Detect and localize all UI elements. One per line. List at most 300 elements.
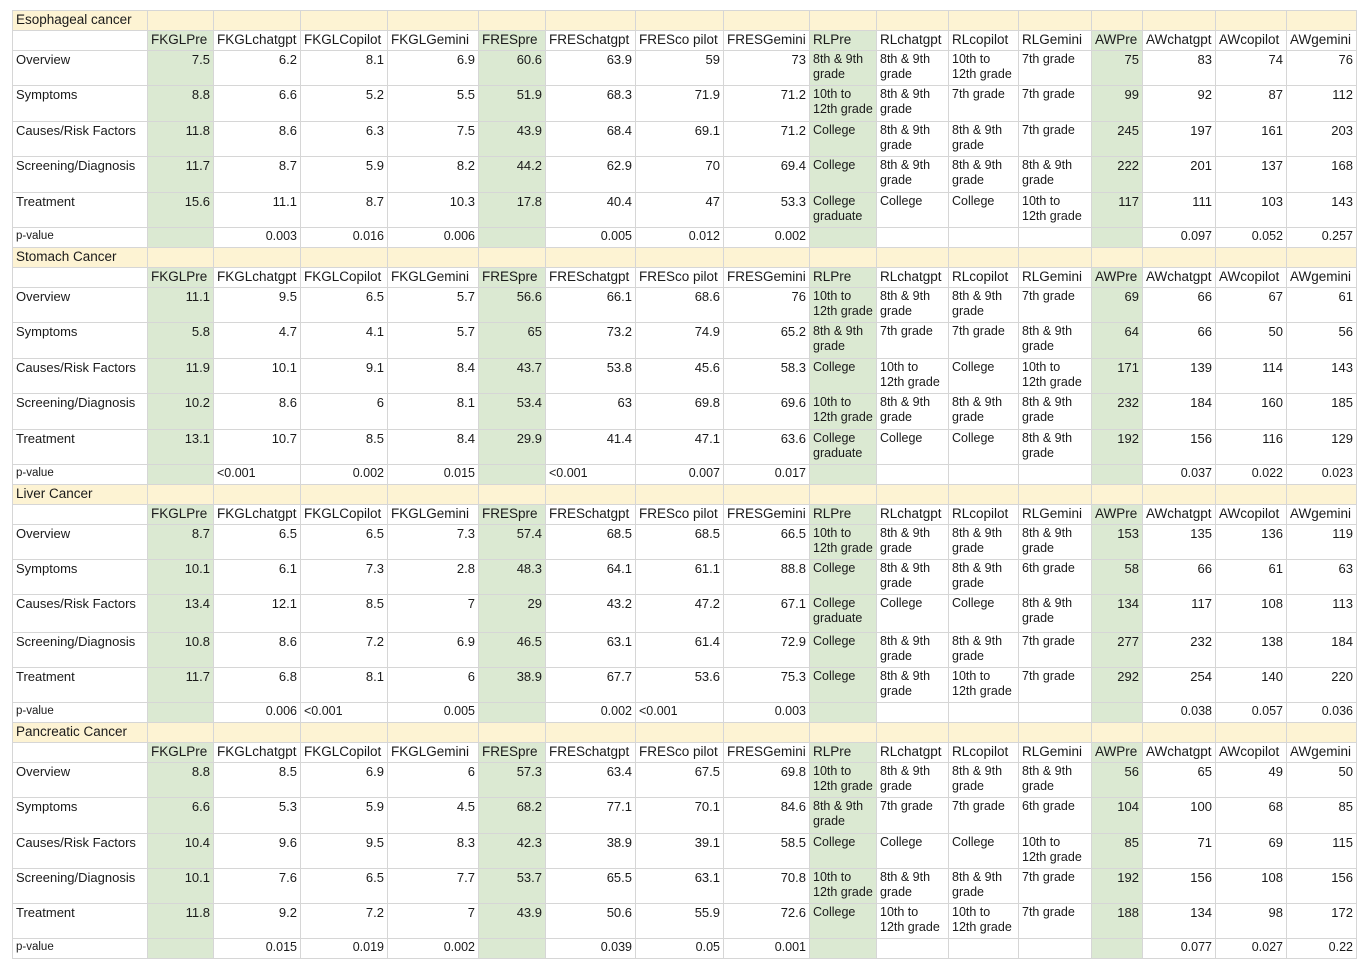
data-cell[interactable]: 53.7 <box>479 869 546 904</box>
section-title[interactable]: Esophageal cancer <box>13 11 148 31</box>
column-header[interactable]: AWchatgpt <box>1143 31 1216 51</box>
empty-cell[interactable] <box>546 723 636 743</box>
pvalue-cell[interactable] <box>1019 228 1092 248</box>
column-header[interactable]: FKGLchatgpt <box>214 505 301 525</box>
data-cell[interactable]: 8th & 9th grade <box>877 394 949 430</box>
pvalue-cell[interactable]: 0.022 <box>1216 465 1287 485</box>
data-cell[interactable]: 43.9 <box>479 122 546 157</box>
data-cell[interactable]: 45.6 <box>636 359 724 394</box>
empty-cell[interactable] <box>546 11 636 31</box>
data-cell[interactable]: 104 <box>1092 798 1143 834</box>
data-cell[interactable]: 11.8 <box>148 122 214 157</box>
empty-cell[interactable] <box>1092 485 1143 505</box>
pvalue-cell[interactable]: 0.002 <box>388 939 479 959</box>
data-cell[interactable]: 46.5 <box>479 633 546 668</box>
data-cell[interactable]: 8.3 <box>388 834 479 869</box>
column-header[interactable]: FRESchatgpt <box>546 743 636 763</box>
data-cell[interactable]: 67 <box>1216 288 1287 323</box>
data-cell[interactable]: 66.1 <box>546 288 636 323</box>
data-cell[interactable]: 115 <box>1287 834 1357 869</box>
data-cell[interactable]: 10.7 <box>214 430 301 465</box>
data-cell[interactable]: 69.1 <box>636 122 724 157</box>
data-cell[interactable]: 138 <box>1216 633 1287 668</box>
data-cell[interactable]: 10th to 12th grade <box>1019 834 1092 869</box>
column-header[interactable]: RLPre <box>810 268 877 288</box>
column-header[interactable]: RLGemini <box>1019 31 1092 51</box>
data-cell[interactable]: 85 <box>1287 798 1357 834</box>
data-cell[interactable]: 117 <box>1143 595 1216 633</box>
data-cell[interactable]: 112 <box>1287 86 1357 122</box>
data-cell[interactable]: College <box>810 834 877 869</box>
data-cell[interactable]: 8th & 9th grade <box>877 157 949 193</box>
column-header[interactable]: FKGLCopilot <box>301 743 388 763</box>
pvalue-cell[interactable] <box>1019 465 1092 485</box>
empty-cell[interactable] <box>214 11 301 31</box>
column-header[interactable]: RLGemini <box>1019 268 1092 288</box>
column-header[interactable]: FRESchatgpt <box>546 505 636 525</box>
data-cell[interactable]: 10th to 12th grade <box>877 359 949 394</box>
empty-cell[interactable] <box>949 248 1019 268</box>
column-header[interactable]: AWcopilot <box>1216 505 1287 525</box>
data-cell[interactable]: 15.6 <box>148 193 214 228</box>
column-header[interactable]: AWPre <box>1092 743 1143 763</box>
column-header[interactable]: FRESGemini <box>724 31 810 51</box>
row-label[interactable]: Screening/Diagnosis <box>13 869 148 904</box>
data-cell[interactable]: 73.2 <box>546 323 636 359</box>
empty-cell[interactable] <box>877 248 949 268</box>
data-cell[interactable]: 66 <box>1143 323 1216 359</box>
pvalue-cell[interactable]: 0.015 <box>214 939 301 959</box>
row-label[interactable]: Treatment <box>13 904 148 939</box>
pvalue-cell[interactable] <box>949 465 1019 485</box>
data-cell[interactable]: 8th & 9th grade <box>949 122 1019 157</box>
data-cell[interactable]: 53.4 <box>479 394 546 430</box>
empty-cell[interactable] <box>13 743 148 763</box>
data-cell[interactable]: 64 <box>1092 323 1143 359</box>
empty-cell[interactable] <box>877 11 949 31</box>
column-header[interactable]: FRESGemini <box>724 268 810 288</box>
data-cell[interactable]: 117 <box>1092 193 1143 228</box>
pvalue-cell[interactable] <box>148 703 214 723</box>
data-cell[interactable]: 156 <box>1143 430 1216 465</box>
empty-cell[interactable] <box>214 485 301 505</box>
pvalue-cell[interactable]: 0.005 <box>546 228 636 248</box>
data-cell[interactable]: 10th to 12th grade <box>1019 193 1092 228</box>
data-cell[interactable]: 10th to 12th grade <box>810 86 877 122</box>
column-header[interactable]: AWPre <box>1092 505 1143 525</box>
data-cell[interactable]: 42.3 <box>479 834 546 869</box>
data-cell[interactable]: 8.7 <box>148 525 214 560</box>
pvalue-cell[interactable] <box>1019 939 1092 959</box>
empty-cell[interactable] <box>877 723 949 743</box>
data-cell[interactable]: 8th & 9th grade <box>949 560 1019 595</box>
data-cell[interactable]: 277 <box>1092 633 1143 668</box>
section-title[interactable]: Stomach Cancer <box>13 248 148 268</box>
data-cell[interactable]: 56 <box>1287 323 1357 359</box>
data-cell[interactable]: 69.4 <box>724 157 810 193</box>
column-header[interactable]: FRESpre <box>479 505 546 525</box>
empty-cell[interactable] <box>1092 723 1143 743</box>
empty-cell[interactable] <box>479 11 546 31</box>
row-label[interactable]: Screening/Diagnosis <box>13 633 148 668</box>
row-label[interactable]: Treatment <box>13 193 148 228</box>
data-cell[interactable]: 7.6 <box>214 869 301 904</box>
data-cell[interactable]: 8.5 <box>214 763 301 798</box>
empty-cell[interactable] <box>949 11 1019 31</box>
data-cell[interactable]: 6.6 <box>214 86 301 122</box>
data-cell[interactable]: 77.1 <box>546 798 636 834</box>
data-cell[interactable]: 68.6 <box>636 288 724 323</box>
empty-cell[interactable] <box>724 723 810 743</box>
data-cell[interactable]: 67.5 <box>636 763 724 798</box>
column-header[interactable]: FRESchatgpt <box>546 268 636 288</box>
data-cell[interactable]: 129 <box>1287 430 1357 465</box>
empty-cell[interactable] <box>724 248 810 268</box>
data-cell[interactable]: 6.6 <box>148 798 214 834</box>
data-cell[interactable]: 119 <box>1287 525 1357 560</box>
data-cell[interactable]: College <box>810 668 877 703</box>
data-cell[interactable]: 69.6 <box>724 394 810 430</box>
data-cell[interactable]: 156 <box>1143 869 1216 904</box>
empty-cell[interactable] <box>479 485 546 505</box>
data-cell[interactable]: 8th & 9th grade <box>810 323 877 359</box>
pvalue-cell[interactable] <box>148 228 214 248</box>
pvalue-cell[interactable]: 0.036 <box>1287 703 1357 723</box>
row-label[interactable]: Treatment <box>13 668 148 703</box>
data-cell[interactable]: 8th & 9th grade <box>877 288 949 323</box>
pvalue-cell[interactable] <box>877 465 949 485</box>
data-cell[interactable]: 41.4 <box>546 430 636 465</box>
data-cell[interactable]: 9.1 <box>301 359 388 394</box>
pvalue-cell[interactable] <box>479 465 546 485</box>
data-cell[interactable]: 8.1 <box>301 668 388 703</box>
empty-cell[interactable] <box>1216 11 1287 31</box>
pvalue-cell[interactable] <box>810 465 877 485</box>
pvalue-cell[interactable]: 0.002 <box>724 228 810 248</box>
data-cell[interactable]: 245 <box>1092 122 1143 157</box>
data-cell[interactable]: 8th & 9th grade <box>810 798 877 834</box>
data-cell[interactable]: 103 <box>1216 193 1287 228</box>
data-cell[interactable]: 63.9 <box>546 51 636 86</box>
column-header[interactable]: FRESchatgpt <box>546 31 636 51</box>
empty-cell[interactable] <box>1287 11 1357 31</box>
column-header[interactable]: FKGLGemini <box>388 743 479 763</box>
data-cell[interactable]: 10th to 12th grade <box>877 904 949 939</box>
data-cell[interactable]: College graduate <box>810 430 877 465</box>
data-cell[interactable]: 139 <box>1143 359 1216 394</box>
section-title[interactable]: Liver Cancer <box>13 485 148 505</box>
data-cell[interactable]: 7th grade <box>877 798 949 834</box>
data-cell[interactable]: 6 <box>388 668 479 703</box>
data-cell[interactable]: 7th grade <box>1019 633 1092 668</box>
data-cell[interactable]: 99 <box>1092 86 1143 122</box>
data-cell[interactable]: 7.5 <box>148 51 214 86</box>
empty-cell[interactable] <box>13 505 148 525</box>
column-header[interactable]: RLPre <box>810 31 877 51</box>
data-cell[interactable]: 111 <box>1143 193 1216 228</box>
data-cell[interactable]: 50 <box>1287 763 1357 798</box>
empty-cell[interactable] <box>724 485 810 505</box>
data-cell[interactable]: 58.5 <box>724 834 810 869</box>
data-cell[interactable]: 9.5 <box>214 288 301 323</box>
data-cell[interactable]: 9.2 <box>214 904 301 939</box>
column-header[interactable]: FRESpre <box>479 31 546 51</box>
empty-cell[interactable] <box>1216 485 1287 505</box>
data-cell[interactable]: 74 <box>1216 51 1287 86</box>
row-label[interactable]: Causes/Risk Factors <box>13 359 148 394</box>
data-cell[interactable]: 53.8 <box>546 359 636 394</box>
empty-cell[interactable] <box>949 723 1019 743</box>
data-cell[interactable]: 10th to 12th grade <box>1019 359 1092 394</box>
data-cell[interactable]: 61 <box>1216 560 1287 595</box>
data-cell[interactable]: 13.4 <box>148 595 214 633</box>
empty-cell[interactable] <box>810 485 877 505</box>
column-header[interactable]: AWgemini <box>1287 31 1357 51</box>
data-cell[interactable]: 6.5 <box>301 869 388 904</box>
empty-cell[interactable] <box>388 11 479 31</box>
data-cell[interactable]: 100 <box>1143 798 1216 834</box>
data-cell[interactable]: 8th & 9th grade <box>949 525 1019 560</box>
data-cell[interactable]: 6.2 <box>214 51 301 86</box>
data-cell[interactable]: 92 <box>1143 86 1216 122</box>
data-cell[interactable]: 8.4 <box>388 430 479 465</box>
pvalue-cell[interactable]: 0.017 <box>724 465 810 485</box>
section-title[interactable]: Pancreatic Cancer <box>13 723 148 743</box>
column-header[interactable]: AWcopilot <box>1216 743 1287 763</box>
column-header[interactable]: AWcopilot <box>1216 31 1287 51</box>
data-cell[interactable]: 116 <box>1216 430 1287 465</box>
data-cell[interactable]: 192 <box>1092 869 1143 904</box>
empty-cell[interactable] <box>1216 723 1287 743</box>
column-header[interactable]: RLchatgpt <box>877 31 949 51</box>
row-label[interactable]: Treatment <box>13 430 148 465</box>
pvalue-label[interactable]: p-value <box>13 465 148 485</box>
pvalue-cell[interactable]: 0.019 <box>301 939 388 959</box>
data-cell[interactable]: 69 <box>1092 288 1143 323</box>
data-cell[interactable]: 5.7 <box>388 323 479 359</box>
data-cell[interactable]: 11.7 <box>148 157 214 193</box>
data-cell[interactable]: 76 <box>1287 51 1357 86</box>
data-cell[interactable]: 11.7 <box>148 668 214 703</box>
data-cell[interactable]: 8th & 9th grade <box>877 525 949 560</box>
data-cell[interactable]: 10th to 12th grade <box>949 668 1019 703</box>
data-cell[interactable]: 7.2 <box>301 904 388 939</box>
data-cell[interactable]: 6 <box>388 763 479 798</box>
data-cell[interactable]: 292 <box>1092 668 1143 703</box>
data-cell[interactable]: 8th & 9th grade <box>1019 595 1092 633</box>
empty-cell[interactable] <box>724 11 810 31</box>
data-cell[interactable]: 7th grade <box>1019 668 1092 703</box>
pvalue-cell[interactable] <box>949 228 1019 248</box>
data-cell[interactable]: 11.1 <box>214 193 301 228</box>
data-cell[interactable]: 7th grade <box>949 86 1019 122</box>
data-cell[interactable]: 63.4 <box>546 763 636 798</box>
column-header[interactable]: RLcopilot <box>949 743 1019 763</box>
empty-cell[interactable] <box>301 723 388 743</box>
data-cell[interactable]: 10th to 12th grade <box>810 288 877 323</box>
pvalue-cell[interactable]: 0.039 <box>546 939 636 959</box>
pvalue-cell[interactable]: 0.006 <box>214 703 301 723</box>
data-cell[interactable]: 65 <box>1143 763 1216 798</box>
data-cell[interactable]: 10.1 <box>148 869 214 904</box>
data-cell[interactable]: 57.4 <box>479 525 546 560</box>
column-header[interactable]: FRESpre <box>479 268 546 288</box>
pvalue-cell[interactable]: 0.023 <box>1287 465 1357 485</box>
data-cell[interactable]: 70 <box>636 157 724 193</box>
column-header[interactable]: RLchatgpt <box>877 268 949 288</box>
data-cell[interactable]: 68.5 <box>636 525 724 560</box>
pvalue-cell[interactable]: 0.005 <box>388 703 479 723</box>
data-cell[interactable]: 8.5 <box>301 595 388 633</box>
pvalue-cell[interactable]: 0.05 <box>636 939 724 959</box>
data-cell[interactable]: 63.1 <box>636 869 724 904</box>
data-cell[interactable]: 143 <box>1287 359 1357 394</box>
data-cell[interactable]: 49 <box>1216 763 1287 798</box>
data-cell[interactable]: 63 <box>546 394 636 430</box>
data-cell[interactable]: 17.8 <box>479 193 546 228</box>
data-cell[interactable]: 50.6 <box>546 904 636 939</box>
data-cell[interactable]: 7th grade <box>949 798 1019 834</box>
data-cell[interactable]: 7th grade <box>1019 904 1092 939</box>
data-cell[interactable]: 8.7 <box>301 193 388 228</box>
pvalue-cell[interactable]: 0.077 <box>1143 939 1216 959</box>
data-cell[interactable]: 232 <box>1092 394 1143 430</box>
empty-cell[interactable] <box>1019 723 1092 743</box>
data-cell[interactable]: 10th to 12th grade <box>810 394 877 430</box>
data-cell[interactable]: 8.8 <box>148 86 214 122</box>
pvalue-cell[interactable] <box>148 465 214 485</box>
data-cell[interactable]: 172 <box>1287 904 1357 939</box>
data-cell[interactable]: 11.1 <box>148 288 214 323</box>
data-cell[interactable]: 8th & 9th grade <box>877 86 949 122</box>
empty-cell[interactable] <box>877 485 949 505</box>
data-cell[interactable]: 43.7 <box>479 359 546 394</box>
data-cell[interactable]: 7th grade <box>1019 122 1092 157</box>
data-cell[interactable]: 134 <box>1092 595 1143 633</box>
column-header[interactable]: AWgemini <box>1287 268 1357 288</box>
data-cell[interactable]: 53.6 <box>636 668 724 703</box>
column-header[interactable]: RLcopilot <box>949 268 1019 288</box>
data-cell[interactable]: 160 <box>1216 394 1287 430</box>
data-cell[interactable]: 68.3 <box>546 86 636 122</box>
data-cell[interactable]: 8.4 <box>388 359 479 394</box>
row-label[interactable]: Overview <box>13 51 148 86</box>
data-cell[interactable]: 8th & 9th grade <box>949 763 1019 798</box>
column-header[interactable]: FKGLchatgpt <box>214 743 301 763</box>
pvalue-cell[interactable]: 0.015 <box>388 465 479 485</box>
data-cell[interactable]: 153 <box>1092 525 1143 560</box>
data-cell[interactable]: 40.4 <box>546 193 636 228</box>
data-cell[interactable]: 48.3 <box>479 560 546 595</box>
pvalue-cell[interactable] <box>479 939 546 959</box>
data-cell[interactable]: 7.5 <box>388 122 479 157</box>
column-header[interactable]: FRESco pilot <box>636 743 724 763</box>
data-cell[interactable]: 201 <box>1143 157 1216 193</box>
empty-cell[interactable] <box>1143 11 1216 31</box>
data-cell[interactable]: 232 <box>1143 633 1216 668</box>
data-cell[interactable]: 6.3 <box>301 122 388 157</box>
data-cell[interactable]: 8.1 <box>301 51 388 86</box>
column-header[interactable]: FRESco pilot <box>636 31 724 51</box>
pvalue-cell[interactable]: 0.22 <box>1287 939 1357 959</box>
data-cell[interactable]: 67.7 <box>546 668 636 703</box>
data-cell[interactable]: 71.2 <box>724 86 810 122</box>
data-cell[interactable]: 8th & 9th grade <box>877 51 949 86</box>
data-cell[interactable]: 6.9 <box>388 633 479 668</box>
column-header[interactable]: FKGLGemini <box>388 268 479 288</box>
data-cell[interactable]: 44.2 <box>479 157 546 193</box>
pvalue-cell[interactable]: <0.001 <box>214 465 301 485</box>
row-label[interactable]: Overview <box>13 288 148 323</box>
empty-cell[interactable] <box>214 723 301 743</box>
data-cell[interactable]: 64.1 <box>546 560 636 595</box>
data-cell[interactable]: 7.3 <box>388 525 479 560</box>
data-cell[interactable]: 168 <box>1287 157 1357 193</box>
column-header[interactable]: AWchatgpt <box>1143 505 1216 525</box>
data-cell[interactable]: 8.1 <box>388 394 479 430</box>
data-cell[interactable]: College <box>810 633 877 668</box>
data-cell[interactable]: 10.3 <box>388 193 479 228</box>
data-cell[interactable]: 65 <box>479 323 546 359</box>
row-label[interactable]: Causes/Risk Factors <box>13 595 148 633</box>
data-cell[interactable]: 6.9 <box>388 51 479 86</box>
column-header[interactable]: FKGLPre <box>148 31 214 51</box>
data-cell[interactable]: 192 <box>1092 430 1143 465</box>
data-cell[interactable]: 197 <box>1143 122 1216 157</box>
data-cell[interactable]: 69 <box>1216 834 1287 869</box>
data-cell[interactable]: College <box>810 157 877 193</box>
column-header[interactable]: AWchatgpt <box>1143 268 1216 288</box>
data-cell[interactable]: 50 <box>1216 323 1287 359</box>
data-cell[interactable]: 71 <box>1143 834 1216 869</box>
data-cell[interactable]: 68 <box>1216 798 1287 834</box>
data-cell[interactable]: 68.4 <box>546 122 636 157</box>
data-cell[interactable]: 114 <box>1216 359 1287 394</box>
column-header[interactable]: AWPre <box>1092 268 1143 288</box>
data-cell[interactable]: 8.6 <box>214 633 301 668</box>
data-cell[interactable]: 8th & 9th grade <box>1019 157 1092 193</box>
row-label[interactable]: Screening/Diagnosis <box>13 157 148 193</box>
data-cell[interactable]: 71.2 <box>724 122 810 157</box>
data-cell[interactable]: College <box>877 834 949 869</box>
data-cell[interactable]: 8th & 9th grade <box>1019 430 1092 465</box>
data-cell[interactable]: 85 <box>1092 834 1143 869</box>
data-cell[interactable]: 69.8 <box>636 394 724 430</box>
data-cell[interactable]: 47 <box>636 193 724 228</box>
data-cell[interactable]: 222 <box>1092 157 1143 193</box>
data-cell[interactable]: 8th & 9th grade <box>877 560 949 595</box>
row-label[interactable]: Causes/Risk Factors <box>13 122 148 157</box>
data-cell[interactable]: 8th & 9th grade <box>1019 525 1092 560</box>
data-cell[interactable]: 6 <box>301 394 388 430</box>
data-cell[interactable]: 8th & 9th grade <box>1019 323 1092 359</box>
data-cell[interactable]: 70.1 <box>636 798 724 834</box>
data-cell[interactable]: 87 <box>1216 86 1287 122</box>
data-cell[interactable]: 136 <box>1216 525 1287 560</box>
data-cell[interactable]: 220 <box>1287 668 1357 703</box>
data-cell[interactable]: 56 <box>1092 763 1143 798</box>
column-header[interactable]: FKGLchatgpt <box>214 268 301 288</box>
data-cell[interactable]: 10th to 12th grade <box>949 904 1019 939</box>
data-cell[interactable]: 63 <box>1287 560 1357 595</box>
data-cell[interactable]: 2.8 <box>388 560 479 595</box>
empty-cell[interactable] <box>148 11 214 31</box>
empty-cell[interactable] <box>148 248 214 268</box>
data-cell[interactable]: 5.8 <box>148 323 214 359</box>
data-cell[interactable]: College <box>949 193 1019 228</box>
pvalue-cell[interactable]: <0.001 <box>546 465 636 485</box>
pvalue-cell[interactable]: 0.097 <box>1143 228 1216 248</box>
